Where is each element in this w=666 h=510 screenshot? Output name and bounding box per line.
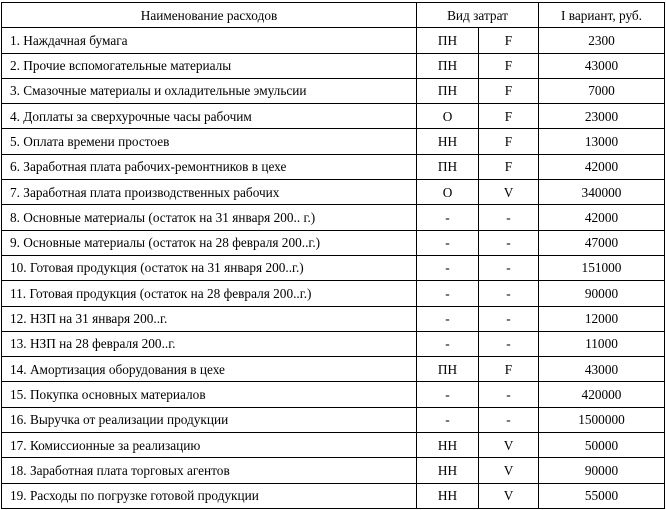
row-cost-type-2: - xyxy=(479,382,539,407)
table-row xyxy=(2,180,665,205)
row-value: 47000 xyxy=(539,230,665,255)
row-cost-type-1: ПН xyxy=(417,53,479,78)
row-cost-type-2: - xyxy=(479,230,539,255)
row-cost-type-1: ПН xyxy=(417,154,479,179)
row-cost-type-2: - xyxy=(479,281,539,306)
row-name: 7. Заработная плата производственных рабочих xyxy=(2,180,417,205)
row-cost-type-1: О xyxy=(417,180,479,205)
table-row xyxy=(2,281,665,306)
row-cost-type-2: - xyxy=(479,306,539,331)
row-cost-type-1: - xyxy=(417,255,479,280)
table-row xyxy=(2,458,665,483)
row-name: 4. Доплаты за сверхурочные часы рабочим xyxy=(2,104,417,129)
row-value: 12000 xyxy=(539,306,665,331)
row-cost-type-1: НН xyxy=(417,483,479,508)
row-name: 16. Выручка от реализации продукции xyxy=(2,407,417,432)
row-name: 2. Прочие вспомогательные материалы xyxy=(2,53,417,78)
row-cost-type-2: F xyxy=(479,129,539,154)
row-cost-type-2: F xyxy=(479,28,539,53)
table-row xyxy=(2,154,665,179)
row-value: 55000 xyxy=(539,483,665,508)
row-name: 3. Смазочные материалы и охладительные эмульсии xyxy=(2,78,417,103)
row-value: 90000 xyxy=(539,281,665,306)
row-name: 12. НЗП на 31 января 200..г. xyxy=(2,306,417,331)
row-value: 50000 xyxy=(539,433,665,458)
row-cost-type-2: - xyxy=(479,205,539,230)
table-row xyxy=(2,78,665,103)
row-cost-type-2: F xyxy=(479,154,539,179)
row-cost-type-1: - xyxy=(417,230,479,255)
row-cost-type-2: F xyxy=(479,104,539,129)
table-row xyxy=(2,255,665,280)
row-cost-type-1: - xyxy=(417,407,479,432)
row-cost-type-2: V xyxy=(479,483,539,508)
row-cost-type-2: V xyxy=(479,458,539,483)
table-row xyxy=(2,28,665,53)
row-cost-type-1: - xyxy=(417,306,479,331)
table-row xyxy=(2,53,665,78)
table-row xyxy=(2,483,665,508)
row-cost-type-1: - xyxy=(417,281,479,306)
row-cost-type-2: F xyxy=(479,357,539,382)
row-cost-type-1: ПН xyxy=(417,357,479,382)
row-value: 340000 xyxy=(539,180,665,205)
cost-table xyxy=(1,2,665,509)
row-name: 6. Заработная плата рабочих-ремонтников в цехе xyxy=(2,154,417,179)
row-cost-type-1: НН xyxy=(417,458,479,483)
row-value: 43000 xyxy=(539,357,665,382)
row-cost-type-2: - xyxy=(479,255,539,280)
row-name: 18. Заработная плата торговых агентов xyxy=(2,458,417,483)
row-name: 17. Комиссионные за реализацию xyxy=(2,433,417,458)
row-cost-type-1: НН xyxy=(417,433,479,458)
row-value: 420000 xyxy=(539,382,665,407)
row-name: 19. Расходы по погрузке готовой продукции xyxy=(2,483,417,508)
table-row xyxy=(2,433,665,458)
row-cost-type-1: О xyxy=(417,104,479,129)
row-cost-type-1: ПН xyxy=(417,28,479,53)
row-value: 2300 xyxy=(539,28,665,53)
row-name: 1. Наждачная бумага xyxy=(2,28,417,53)
row-value: 151000 xyxy=(539,255,665,280)
table-row xyxy=(2,230,665,255)
row-cost-type-1: - xyxy=(417,382,479,407)
table-row xyxy=(2,129,665,154)
row-name: 13. НЗП на 28 февраля 200..г. xyxy=(2,331,417,356)
row-cost-type-2: - xyxy=(479,331,539,356)
row-cost-type-2: F xyxy=(479,78,539,103)
row-value: 7000 xyxy=(539,78,665,103)
row-name: 10. Готовая продукция (остаток на 31 января 200..г.) xyxy=(2,255,417,280)
row-value: 43000 xyxy=(539,53,665,78)
row-value: 1500000 xyxy=(539,407,665,432)
row-name: 5. Оплата времени простоев xyxy=(2,129,417,154)
table-row xyxy=(2,357,665,382)
row-cost-type-1: НН xyxy=(417,129,479,154)
row-value: 42000 xyxy=(539,154,665,179)
row-value: 11000 xyxy=(539,331,665,356)
table-row xyxy=(2,306,665,331)
row-name: 15. Покупка основных материалов xyxy=(2,382,417,407)
row-cost-type-1: - xyxy=(417,331,479,356)
row-name: 11. Готовая продукция (остаток на 28 февраля 200..г.) xyxy=(2,281,417,306)
row-value: 42000 xyxy=(539,205,665,230)
row-name: 9. Основные материалы (остаток на 28 февраля 200..г.) xyxy=(2,230,417,255)
row-cost-type-2: V xyxy=(479,433,539,458)
header-variant: I вариант, руб. xyxy=(539,3,665,28)
row-cost-type-2: - xyxy=(479,407,539,432)
row-value: 13000 xyxy=(539,129,665,154)
row-name: 8. Основные материалы (остаток на 31 января 200.. г.) xyxy=(2,205,417,230)
row-value: 23000 xyxy=(539,104,665,129)
row-value: 90000 xyxy=(539,458,665,483)
table-row xyxy=(2,331,665,356)
row-cost-type-1: - xyxy=(417,205,479,230)
row-name: 14. Амортизация оборудования в цехе xyxy=(2,357,417,382)
table-row xyxy=(2,407,665,432)
table-row xyxy=(2,104,665,129)
row-cost-type-2: V xyxy=(479,180,539,205)
header-name: Наименование расходов xyxy=(2,3,417,28)
table-row xyxy=(2,205,665,230)
table-header-row xyxy=(2,3,665,28)
table-row xyxy=(2,382,665,407)
row-cost-type-1: ПН xyxy=(417,78,479,103)
header-cost-type: Вид затрат xyxy=(417,3,539,28)
row-cost-type-2: F xyxy=(479,53,539,78)
